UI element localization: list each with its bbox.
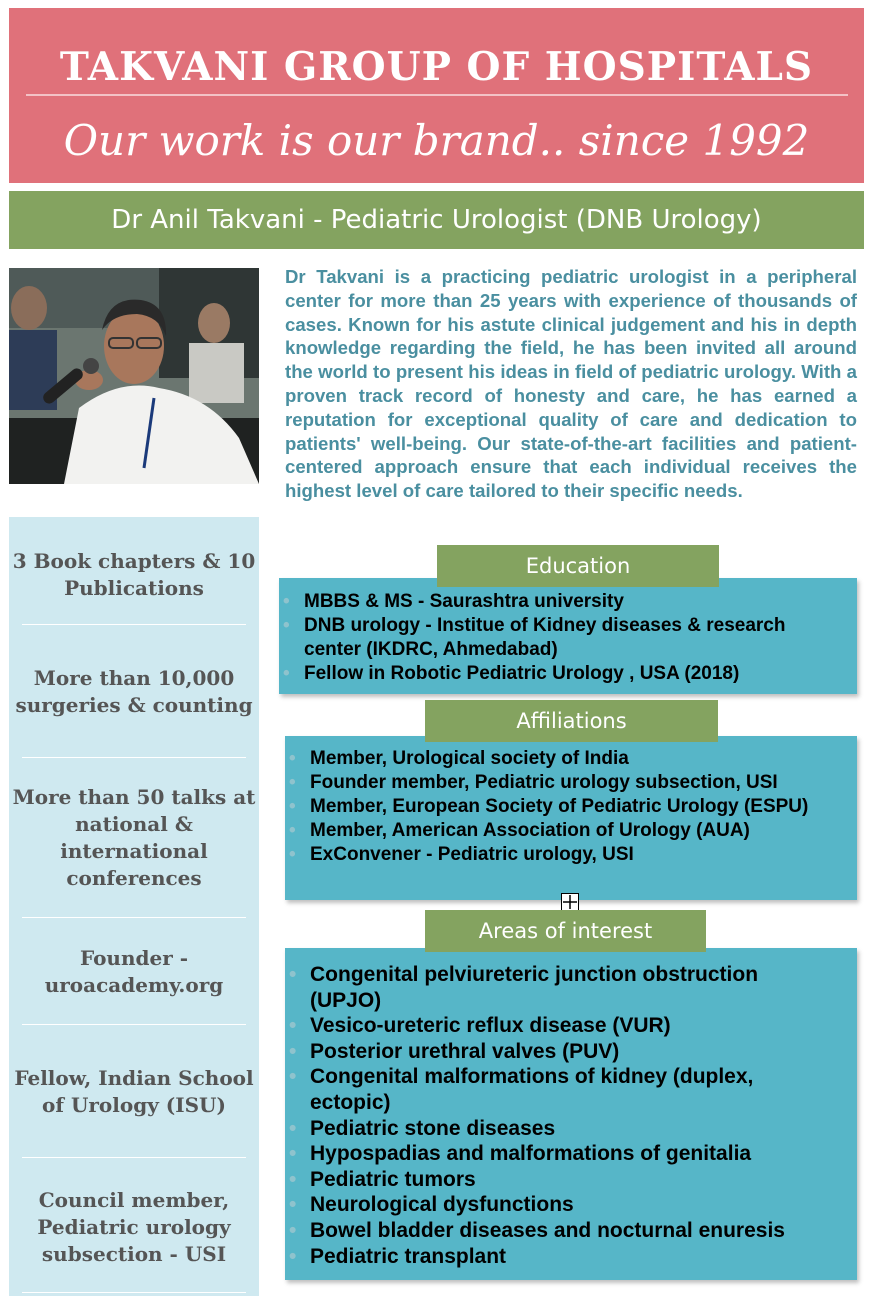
- doctor-title: Dr Anil Takvani - Pediatric Urologist (DNB Urology): [111, 205, 762, 235]
- highlight-council: Council member, Pediatric urology subsection - USI: [37, 1187, 231, 1266]
- interest-item: • Vesico-ureteric reflux disease (VUR): [287, 1013, 817, 1039]
- doctor-photo: [9, 268, 259, 484]
- education-list: [281, 590, 841, 686]
- affiliation-item: • ExConvener - Pediatric urology, USI: [287, 843, 842, 867]
- interest-item: • Hypospadias and malformations of genitalia: [287, 1141, 817, 1167]
- tagline: Our work is our brand.. since 1992: [63, 116, 810, 165]
- affiliations-list: [287, 747, 842, 867]
- highlights-sidebar: [9, 517, 259, 1296]
- highlight-fellow: Fellow, Indian School of Urology (ISU): [14, 1066, 254, 1117]
- highlight-publications: 3 Book chapters & 10 Publications: [12, 549, 256, 600]
- education-item: • DNB urology - Institue of Kidney diseases & research center (IKDRC, Ahmedabad): [281, 614, 841, 662]
- highlight-divider: [22, 757, 246, 758]
- interests-title: Areas of interest: [478, 919, 653, 943]
- doctor-title-bar: [9, 191, 864, 249]
- highlight-divider: [22, 1024, 246, 1025]
- banner-divider: [26, 94, 848, 96]
- highlight-divider: [22, 1292, 246, 1293]
- header-banner: [9, 8, 864, 183]
- affiliation-item: • Member, European Society of Pediatric Urology (ESPU): [287, 795, 842, 819]
- interests-list: [287, 962, 817, 1269]
- education-panel: [279, 578, 857, 694]
- highlight-talks: More than 50 talks at national & international conferences: [12, 785, 256, 890]
- affiliations-heading: [425, 700, 718, 742]
- interest-item: • Congenital pelviureteric junction obstruction (UPJO): [287, 962, 817, 1013]
- doctor-bio: Dr Takvani is a practicing pediatric urologist in a peripheral center for more than 25 years with experience of thousands of cases. Known for his astute clinical judgement and his in depth knowledge regarding the field, he has been invited all around the world to present his ideas in field of pediatric urology. With a proven track record of honesty and care, he has earned a reputation for exceptional quality of care and dedication to patients' well-being. Our state-of-the-art facilities and patient-centered approach ensure that each individual receives the highest level of care tailored to their specific needs.: [285, 266, 857, 502]
- interests-heading: [425, 910, 706, 952]
- interest-item: • Bowel bladder diseases and nocturnal enuresis: [287, 1218, 817, 1244]
- doctor-photo-illustration: [9, 268, 259, 484]
- move-cross-icon[interactable]: [561, 893, 579, 911]
- interest-item: • Congenital malformations of kidney (duplex, ectopic): [287, 1064, 817, 1115]
- highlight-divider: [22, 1157, 246, 1158]
- highlight-divider: [22, 917, 246, 918]
- education-item: • MBBS & MS - Saurashtra university: [281, 590, 841, 614]
- affiliation-item: • Member, Urological society of India: [287, 747, 842, 771]
- interest-item: • Posterior urethral valves (PUV): [287, 1039, 817, 1065]
- affiliation-item: • Founder member, Pediatric urology subsection, USI: [287, 771, 842, 795]
- highlight-divider: [22, 624, 246, 625]
- hospital-name: TAKVANI GROUP OF HOSPITALS: [59, 44, 814, 90]
- interest-item: • Pediatric transplant: [287, 1244, 817, 1270]
- education-heading: [437, 545, 719, 587]
- education-item: • Fellow in Robotic Pediatric Urology , USA (2018): [281, 662, 841, 686]
- affiliation-item: • Member, American Association of Urology (AUA): [287, 819, 842, 843]
- education-title: Education: [525, 554, 631, 578]
- interest-item: • Neurological dysfunctions: [287, 1192, 817, 1218]
- affiliations-title: Affiliations: [516, 709, 627, 733]
- highlight-surgeries: More than 10,000 surgeries & counting: [15, 666, 253, 717]
- affiliations-panel: [285, 736, 857, 900]
- interests-panel: [285, 948, 857, 1280]
- interest-item: • Pediatric stone diseases: [287, 1116, 817, 1142]
- interest-item: • Pediatric tumors: [287, 1167, 817, 1193]
- highlight-founder: Founder - uroacademy.org: [44, 946, 224, 997]
